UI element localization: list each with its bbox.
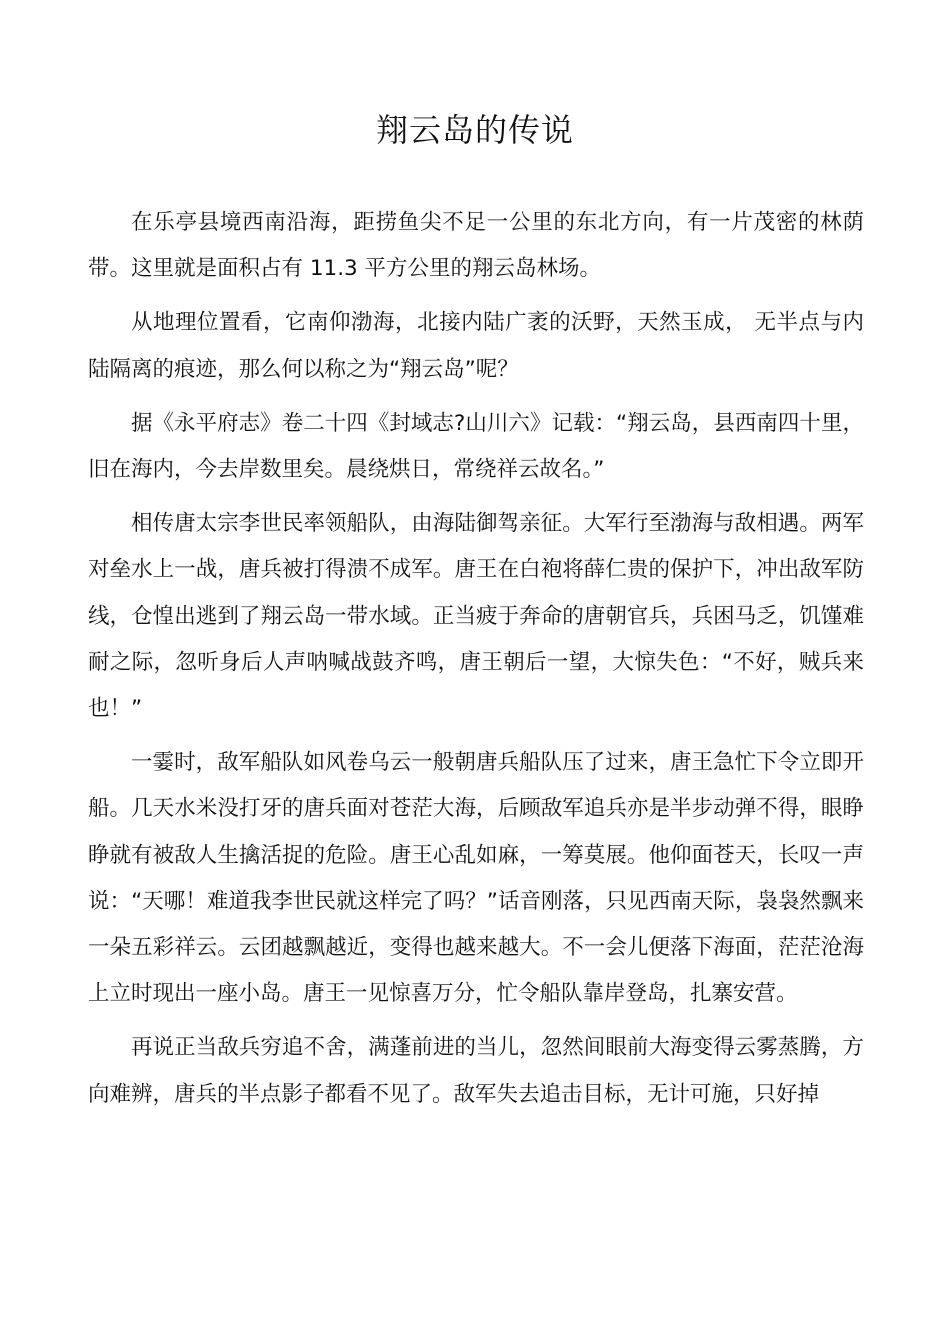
paragraph-1: 在乐亭县境西南沿海，距捞鱼尖不足一公里的东北方向，有一片茂密的林荫带。这里就是面积占有 11.3 平方公里的翔云岛林场。 bbox=[88, 210, 864, 282]
document-body bbox=[88, 200, 864, 1126]
paragraph-6: 再说正当敌兵穷追不舍，满蓬前进的当儿，忽然间眼前大海变得云雾蒸腾，方向难辨，唐兵的半点影子都看不见了。敌军失去追击目标，无计可施，只好掉 bbox=[88, 1035, 864, 1107]
paragraph-5: 一霎时，敌军船队如风卷乌云一般朝唐兵船队压了过来，唐王急忙下令立即开船。几天水米没打牙的唐兵面对苍茫大海，后顾敌军追兵亦是半步动弹不得，眼睁睁就有被敌人生擒活捉的危险。唐王心乱如麻，一筹莫展。他仰面苍天，长叹一声说：“天哪！难道我李世民就这样完了吗？”话音刚落，只见西南天际，袅袅然飘来一朵五彩祥云。云团越飘越近，变得也越来越大。不一会儿便落下海面，茫茫沧海上立时现出一座小岛。唐王一见惊喜万分，忙令船队靠岸登岛，扎寨安营。 bbox=[88, 750, 864, 1007]
paragraph-4: 相传唐太宗李世民率领船队，由海陆御驾亲征。大军行至渤海与敌相遇。两军对垒水上一战，唐兵被打得溃不成军。唐王在白袍将薛仁贵的保护下，冲出敌军防线，仓惶出逃到了翔云岛一带水域。正当疲于奔命的唐朝官兵，兵困马乏，饥馑难耐之际，忽听身后人声呐喊战鼓齐鸣，唐王朝后一望，大惊失色：“不好，贼兵来也！” bbox=[88, 511, 864, 722]
document-title: 翔云岛的传说 bbox=[375, 111, 574, 149]
paragraph-2: 从地理位置看，它南仰渤海，北接内陆广袤的沃野，天然玉成， 无半点与内陆隔离的痕迹，那么何以称之为“翔云岛”呢？ bbox=[88, 310, 864, 382]
paragraph-3: 据《永平府志》卷二十四《封域志?山川六》记载：“翔云岛，县西南四十里，旧在海内，今去岸数里矣。晨绕烘日，常绕祥云故名。” bbox=[88, 410, 864, 483]
